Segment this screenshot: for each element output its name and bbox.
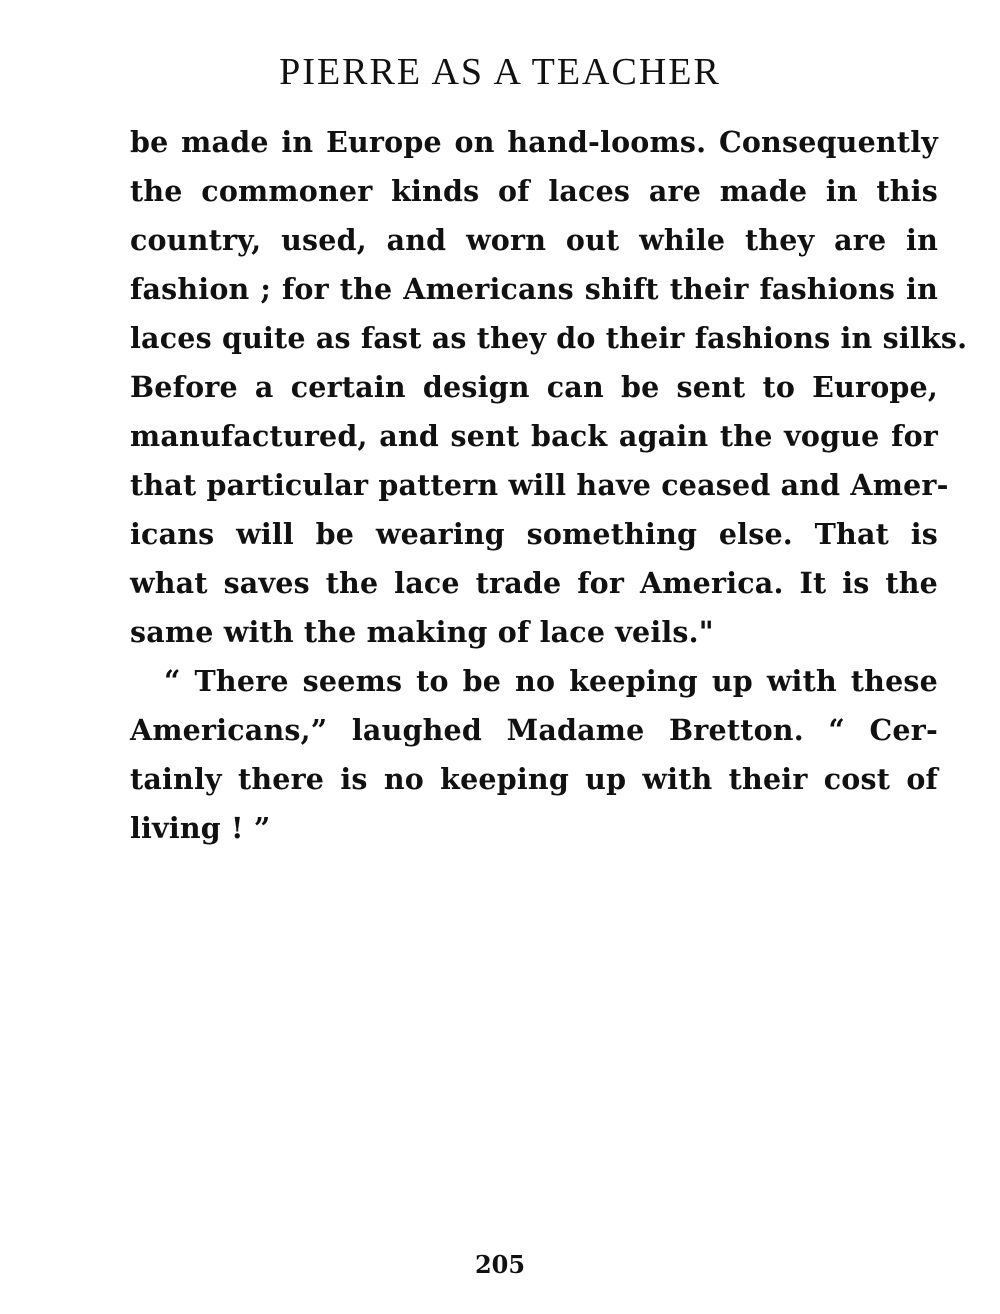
text-line: the commoner kinds of laces are made in this <box>130 174 938 208</box>
text-line: laces quite as fast as they do their fashions in silks. <box>130 321 968 355</box>
text-line: be made in Europe on hand-looms. Consequently <box>130 125 938 159</box>
text-line: tainly there is no keeping up with their cost of <box>130 762 938 796</box>
text-line: that particular pattern will have ceased and Amer- <box>130 468 949 502</box>
text-line: Americans,” laughed Madame Bretton. “ Cer- <box>130 713 938 747</box>
page-number: 205 <box>474 1250 526 1279</box>
text-line: living ! ” <box>130 811 271 845</box>
text-line: what saves the lace trade for America. It is the <box>130 566 938 600</box>
text-line: country, used, and worn out while they are in <box>130 223 938 257</box>
text-line: manufactured, and sent back again the vogue for <box>130 419 938 453</box>
running-head: PIERRE AS A TEACHER <box>279 51 721 93</box>
text-line: fashion ; for the Americans shift their fashions in <box>130 272 938 306</box>
body-text <box>130 118 968 853</box>
text-line: Before a certain design can be sent to Europe, <box>130 370 938 404</box>
text-line: same with the making of lace veils." <box>130 615 714 649</box>
paragraph-1 <box>130 118 968 657</box>
text-line: icans will be wearing something else. That is <box>130 517 938 551</box>
paragraph-2 <box>130 657 938 853</box>
text-line: “ There seems to be no keeping up with these <box>164 664 938 698</box>
